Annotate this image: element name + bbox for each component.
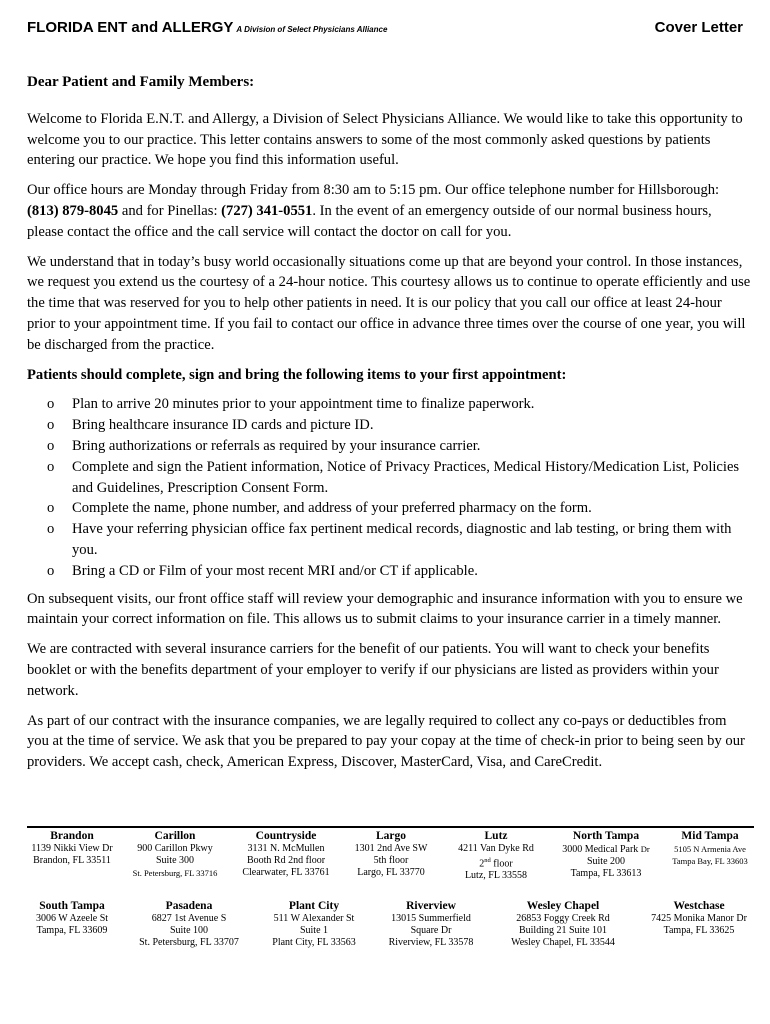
office-carillon [123, 830, 227, 879]
office-address-line: Tampa Bay, FL 33603 [672, 856, 748, 866]
bullet-icon: o [47, 521, 55, 538]
office-name: Lutz [484, 830, 508, 842]
office-address-line: Tampa, FL 33625 [663, 925, 735, 936]
organization-name [27, 19, 387, 36]
office-address-line: St. Petersburg, FL 33716 [132, 868, 218, 878]
organization-title: FLORIDA ENT and ALLERGY [27, 19, 234, 36]
office-address-line: Brandon, FL 33511 [33, 855, 111, 866]
office-address-line: 900 Carillon Pkwy [137, 843, 213, 854]
office-name: Countryside [255, 830, 317, 842]
checklist-item-text: Bring authorizations or referrals as required by your insurance carrier. [72, 437, 481, 454]
office-lutz [450, 830, 542, 882]
street-text: 3000 Medical Park [562, 844, 639, 855]
office-largo [347, 830, 435, 879]
floor-number: 2 [479, 858, 485, 870]
office-address-line: 1301 2nd Ave SW [354, 843, 428, 854]
office-name: South Tampa [39, 900, 105, 912]
bullet-icon: o [47, 437, 55, 454]
floor-word: floor [490, 858, 513, 870]
office-riverview [381, 900, 481, 949]
office-locations-row-2 [0, 900, 770, 956]
office-address-line: 7425 Monika Manor Dr [651, 913, 747, 924]
pinellas-phone: (727) 341-0551 [221, 202, 313, 219]
office-name: Pasadena [165, 900, 213, 912]
bullet-icon: o [47, 396, 55, 413]
street-suffix: Dr [640, 844, 650, 854]
office-address-line: Wesley Chapel, FL 33544 [511, 937, 615, 948]
emergency-text: . In the event of an emergency outside of our normal business hours, please contact the office and the call service will contact the doctor on call for you. [27, 202, 712, 240]
office-pasadena [136, 900, 242, 949]
office-address-line: Suite 1 [299, 925, 329, 936]
office-name: Riverview [406, 900, 456, 912]
office-address-line: 4211 Van Dyke Rd [458, 843, 534, 854]
checklist-item [27, 394, 751, 415]
first-appointment-checklist [27, 394, 751, 581]
salutation: Dear Patient and Family Members: [27, 74, 255, 90]
floor-ordinal: nd [484, 857, 491, 864]
office-address-line: 3006 W Azeele St [35, 913, 109, 924]
office-address-line: Riverview, FL 33578 [388, 937, 474, 948]
bullet-icon: o [47, 500, 55, 517]
letter-body [27, 72, 751, 782]
office-name: Westchase [673, 900, 725, 912]
bullet-icon: o [47, 458, 55, 475]
office-address-line: Suite 300 [155, 855, 195, 866]
office-address-line [556, 843, 656, 856]
cancellation-policy-paragraph: We understand that in today’s busy world occasionally situations come up that are beyond your control. In those instances, we request you extend us the courtesy of a 24-hour notice. This courtesy allows us to continue to operate efficiently and use the time that was reserved for you to help other patients in need. It is our policy that you call our office at least 24-hour prior to your appointment time. If you fail to contact our office in advance three times over the course of one year, you will be discharged from the practice. [27, 253, 751, 353]
hillsborough-phone: (813) 879-8045 [27, 202, 119, 219]
bullet-icon: o [47, 417, 55, 434]
organization-subtitle: A Division of Select Physicians Alliance [236, 25, 388, 34]
checklist-item-text: Complete the name, phone number, and address of your preferred pharmacy on the form. [72, 500, 592, 517]
office-south-tampa [27, 900, 117, 937]
subsequent-visits-paragraph: On subsequent visits, our front office staff will review your demographic and insurance information with you to ensure we maintain your correct information on file. This allows us to submit claims to your insurance carrier in a timely manner. [27, 590, 743, 628]
office-hours-text: Our office hours are Monday through Friday from 8:30 am to 5:15 pm. Our office telephone number for Hillsborough: [27, 182, 720, 199]
checklist-item [27, 436, 751, 457]
checklist-item [27, 519, 751, 561]
office-address-line [450, 855, 542, 870]
checklist-item-text: Complete and sign the Patient information, Notice of Privacy Practices, Medical History/Medication List, Policies and Guidelines, Prescription Consent Form. [72, 458, 740, 496]
checklist-item [27, 561, 751, 582]
office-address-line: 6827 1st Avenue S [151, 913, 227, 924]
office-address-line: 5th floor [373, 855, 409, 866]
office-locations-row-1 [0, 830, 770, 886]
insurance-carriers-paragraph: We are contracted with several insurance carriers for the benefit of our patients. You will want to check your benefits booklet or with the benefits department of your employer to verify if our physicians are listed as providers within your network. [27, 641, 719, 699]
office-address-line: Lutz, FL 33558 [464, 870, 528, 882]
checklist-item-text: Have your referring physician office fax pertinent medical records, diagnostic and lab testing, or bring them with you. [72, 521, 732, 558]
office-address-line: Booth Rd 2nd floor [246, 855, 326, 866]
bullet-icon: o [47, 562, 55, 579]
letterhead [27, 19, 747, 43]
office-address-line: Largo, FL 33770 [357, 867, 425, 878]
office-wesley-chapel [507, 900, 619, 949]
office-countryside [237, 830, 335, 879]
document-title: Cover Letter [654, 19, 743, 36]
checklist-heading: Patients should complete, sign and bring the following items to your first appointment: [27, 366, 567, 383]
office-address-line: 5105 N Armenia Ave [674, 844, 746, 854]
office-address-line: 26853 Foggy Creek Rd [516, 913, 610, 924]
office-name: Wesley Chapel [526, 900, 600, 912]
checklist-item-text: Bring healthcare insurance ID cards and picture ID. [72, 417, 374, 434]
office-name: Brandon [50, 830, 94, 842]
checklist-item [27, 457, 751, 499]
office-address-line: 511 W Alexander St [273, 913, 355, 924]
office-plant-city [264, 900, 364, 949]
office-address-line: Square Dr [410, 925, 452, 936]
payment-paragraph: As part of our contract with the insurance companies, we are legally required to collect any co-pays or deductibles from you at the time of service. We ask that you be prepared to pay your copay at the time of check-in prior to being seen by our providers. We accept cash, check, American Express, Discover, MasterCard, Visa, and CareCredit. [27, 712, 745, 771]
office-westchase [642, 900, 756, 937]
office-name: Plant City [288, 900, 340, 912]
office-name: North Tampa [572, 830, 640, 842]
pinellas-label: and for Pinellas: [118, 202, 222, 219]
office-brandon [30, 830, 114, 867]
checklist-item [27, 498, 751, 519]
office-address-line: 3131 N. McMullen [247, 843, 325, 854]
welcome-paragraph: Welcome to Florida E.N.T. and Allergy, a Division of Select Physicians Alliance. We would like to take this opportunity to welcome you to our practice. This letter contains answers to some of the most commonly asked questions by patients entering our practice. We hope you find this information useful. [27, 110, 743, 169]
office-address-line: Tampa, FL 33609 [36, 925, 108, 936]
office-address-line: St. Petersburg, FL 33707 [139, 937, 239, 948]
office-address-line: Clearwater, FL 33761 [242, 867, 330, 878]
checklist-item [27, 415, 751, 436]
footer-divider [27, 826, 754, 828]
office-address-line: Tampa, FL 33613 [570, 868, 642, 879]
office-address-line: Suite 100 [169, 925, 209, 936]
office-address-line: 1139 Nikki View Dr [31, 843, 113, 854]
office-hours-paragraph [27, 180, 751, 242]
office-address-line: Building 21 Suite 101 [518, 925, 608, 936]
office-name: Mid Tampa [681, 830, 739, 842]
checklist-item-text: Plan to arrive 20 minutes prior to your appointment time to finalize paperwork. [72, 396, 535, 413]
office-address-line: Suite 200 [586, 856, 626, 867]
office-address-line: 13015 Summerfield [391, 913, 471, 924]
office-name: Carillon [154, 830, 196, 842]
office-mid-tampa [666, 830, 754, 867]
office-north-tampa [556, 830, 656, 880]
checklist-item-text: Bring a CD or Film of your most recent MRI and/or CT if applicable. [72, 562, 478, 579]
office-name: Largo [375, 830, 407, 842]
office-address-line: Plant City, FL 33563 [272, 937, 356, 948]
